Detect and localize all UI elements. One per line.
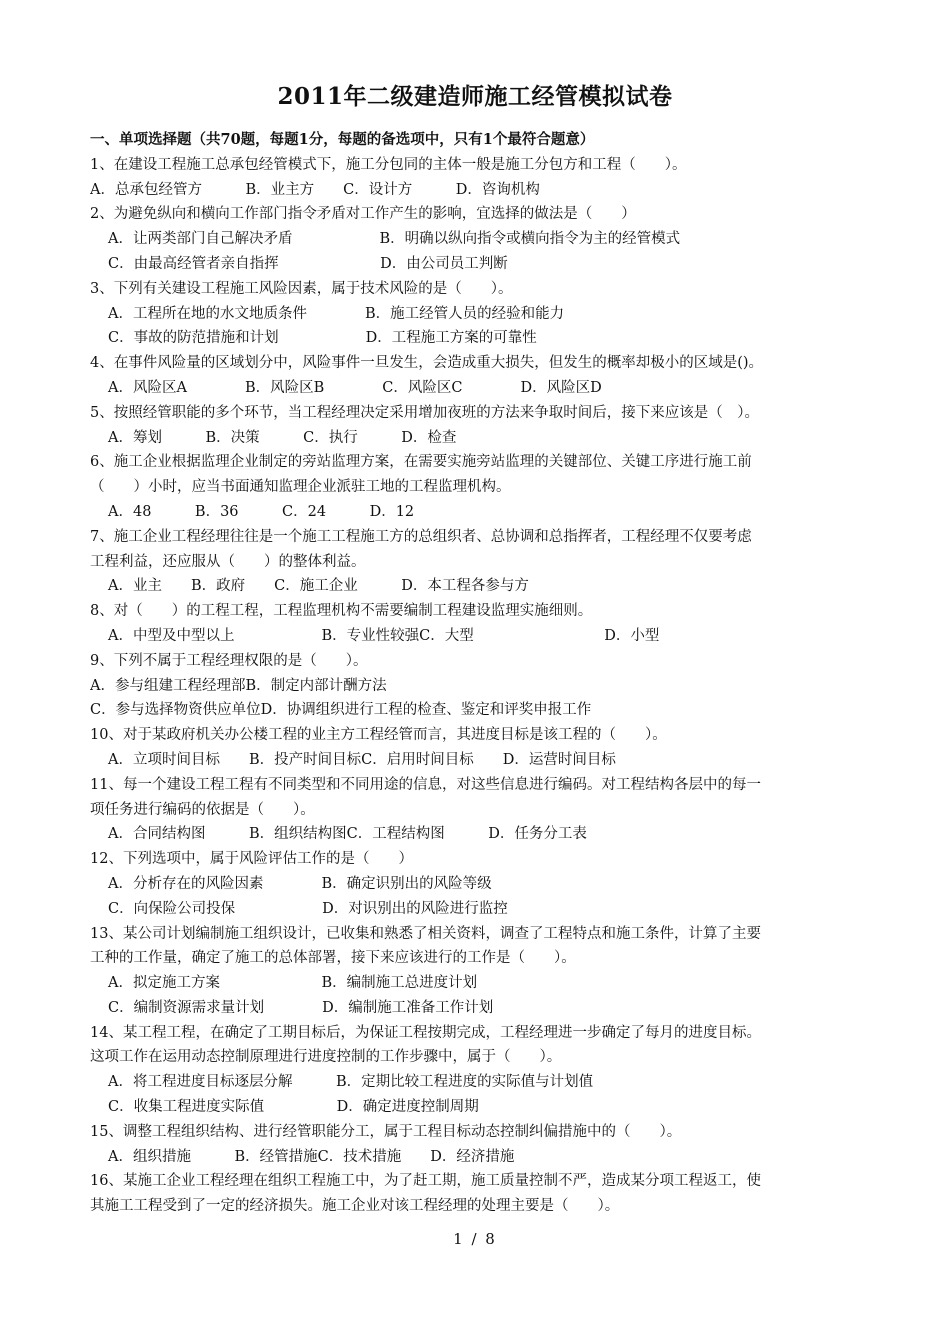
- question-line: 6、施工企业根据监理企业制定的旁站监理方案，在需要实施旁站监理的关键部位、关键工序进行施工前: [90, 454, 752, 471]
- question-line: 9、下列不属于工程经理权限的是（ ）。: [90, 652, 368, 669]
- option-line: C．事故的防范措施和计划 D．工程施工方案的可靠性: [108, 330, 537, 347]
- question-line: 13、某公司计划编制施工组织设计，已收集和熟悉了相关资料，调查了工程特点和施工条件，计算了主要: [90, 925, 761, 942]
- option-line: A．风险区A B．风险区B C．风险区C D．风险区D: [108, 379, 602, 396]
- question-line: 11、每一个建设工程工程有不同类型和不同用途的信息，对这些信息进行编码。对工程结构各层中的每一: [90, 776, 761, 793]
- option-line: A．立项时间目标 B．投产时间目标C．启用时间目标 D．运营时间目标: [108, 751, 616, 768]
- option-line: A．组织措施 B．经管措施C．技术措施 D．经济措施: [108, 1148, 515, 1165]
- option-line: C．由最高经管者亲自指挥 D．由公司员工判断: [108, 255, 508, 272]
- option-line: C．参与选择物资供应单位D．协调组织进行工程的检查、鉴定和评奖申报工作: [90, 702, 592, 719]
- option-line: A．总承包经管方 B．业主方 C．设计方 D．咨询机构: [90, 181, 540, 198]
- question-line: 15、调整工程组织结构、进行经管职能分工，属于工程目标动态控制纠偏措施中的（ ）。: [90, 1123, 682, 1140]
- option-line: A．筹划 B．决策 C．执行 D．检查: [108, 429, 457, 446]
- question-line: 1、在建设工程施工总承包经管模式下，施工分包同的主体一般是施工分包方和工程（ ）。: [90, 156, 687, 173]
- page-number: 1 / 8: [453, 1230, 497, 1248]
- question-line: 10、对于某政府机关办公楼工程的业主方工程经管而言，其进度目标是该工程的（ ）。: [90, 727, 667, 744]
- section-heading: 一、单项选择题（共70题，每题1分，每题的备选项中，只有1个最符合题意）: [90, 131, 595, 148]
- option-line: C．收集工程进度实际值 D．确定进度控制周期: [108, 1099, 479, 1116]
- option-line: C．编制资源需求量计划 D．编制施工准备工作计划: [108, 999, 494, 1016]
- question-line: 8、对（ ）的工程工程，工程监理机构不需要编制工程建设监理实施细则。: [90, 603, 593, 620]
- option-line: A．工程所在地的水文地质条件 B．施工经管人员的经验和能力: [108, 305, 565, 322]
- question-line: 12、下列选项中，属于风险评估工作的是（ ）: [90, 851, 413, 868]
- question-line: 其施工工程受到了一定的经济损失。施工企业对该工程经理的处理主要是（ ）。: [90, 1198, 620, 1215]
- question-line: 7、施工企业工程经理往往是一个施工工程施工方的总组织者、总协调和总指挥者，工程经理不仅要考虑: [90, 528, 752, 545]
- option-line: A．中型及中型以上 B．专业性较强C．大型 D．小型: [108, 627, 660, 644]
- question-line: 项任务进行编码的依据是（ ）。: [90, 801, 315, 818]
- option-line: A．48 B．36 C．24 D．12: [108, 503, 415, 520]
- question-line: 工种的工作量，确定了施工的总体部署，接下来应该进行的工作是（ ）。: [90, 950, 576, 967]
- question-line: 2、为避免纵向和横向工作部门指令矛盾对工作产生的影响，宜选择的做法是（ ）: [90, 206, 636, 223]
- question-line: （ ）小时，应当书面通知监理企业派驻工地的工程监理机构。: [90, 479, 511, 496]
- question-line: 16、某施工企业工程经理在组织工程施工中，为了赶工期，施工质量控制不严，造成某分项工程返工，使: [90, 1173, 761, 1190]
- option-line: A．拟定施工方案 B．编制施工总进度计划: [108, 975, 478, 992]
- page-title: 2011年二级建造师施工经管模拟试卷: [277, 83, 673, 110]
- option-line: A．业主 B．政府 C．施工企业 D．本工程各参与方: [108, 578, 529, 595]
- option-line: A．将工程进度目标逐层分解 B．定期比较工程进度的实际值与计划值: [108, 1074, 594, 1091]
- question-line: 工程利益，还应服从（ ）的整体利益。: [90, 553, 366, 570]
- question-line: 4、在事件风险量的区域划分中，风险事件一旦发生，会造成重大损失，但发生的概率却极小的区域是()。: [90, 355, 764, 372]
- question-body: [90, 128, 868, 1219]
- question-line: 3、下列有关建设工程施工风险因素，属于技术风险的是（ ）。: [90, 280, 513, 297]
- question-line: 5、按照经管职能的多个环节，当工程经理决定采用增加夜班的方法来争取时间后，接下来应该是（ ）。: [90, 404, 759, 421]
- option-line: A．参与组建工程经理部B．制定内部计酬方法: [90, 677, 387, 694]
- question-line: 这项工作在运用动态控制原理进行进度控制的工作步骤中，属于（ ）。: [90, 1049, 562, 1066]
- option-line: A．合同结构图 B．组织结构图C．工程结构图 D．任务分工表: [108, 826, 587, 843]
- option-line: C．向保险公司投保 D．对识别出的风险进行监控: [108, 900, 508, 917]
- option-line: A．让两类部门自己解决矛盾 B．明确以纵向指令或横向指令为主的经管模式: [108, 231, 681, 248]
- question-line: 14、某工程工程，在确定了工期目标后，为保证工程按期完成，工程经理进一步确定了每月的进度目标。: [90, 1024, 761, 1041]
- option-line: A．分析存在的风险因素 B．确定识别出的风险等级: [108, 875, 492, 892]
